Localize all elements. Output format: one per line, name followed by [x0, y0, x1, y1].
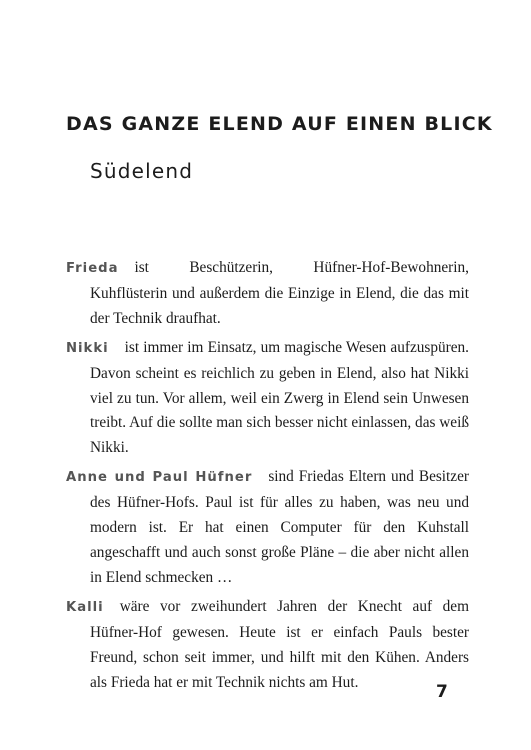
character-name: Nikki	[66, 340, 109, 356]
character-entry-frieda	[66, 256, 469, 332]
character-description: sind Friedas Eltern und Besitzer des Hüfner-Hofs. Paul ist für alles zu haben, was neu und modern ist. Er hat einen Computer für den Kuhstall angeschafft und auch sonst große Pläne – die aber nicht allen in Elend schmecken …	[90, 468, 469, 586]
character-description: wäre vor zweihundert Jahren der Knecht auf dem Hüfner-Hof gewesen. Heute ist er einfach Pauls bester Freund, schon seit immer, und hilft mit den Kühen. Anders als Frieda hat er mit Technik nichts am Hut.	[90, 597, 469, 691]
character-description: ist immer im Einsatz, um magische Wesen aufzuspüren. Davon scheint es reichlich zu geben in Elend, also hat Nikki viel zu tun. Vor allem, weil ein Zwerg in Elend sein Unwesen treibt. Auf die sollte man sich besser nicht einlassen, das weiß Nikki.	[90, 338, 469, 457]
character-description: ist Beschützerin, Hüfner-Hof-Bewohnerin, Kuhflüsterin und außerdem die Einzige in Elend, die das mit der Technik draufhat.	[90, 259, 469, 327]
character-entry-nikki	[66, 336, 469, 462]
page-number: 7	[436, 682, 448, 702]
character-list	[66, 256, 469, 699]
section-subheading: Südelend	[90, 159, 194, 183]
character-entry-huefner	[66, 465, 469, 591]
character-name: Kalli	[66, 599, 104, 615]
character-entry-kalli	[66, 595, 469, 696]
character-name: Anne und Paul Hüfner	[66, 470, 253, 486]
chapter-heading: DAS GANZE ELEND AUF EINEN BLICK	[66, 113, 493, 135]
character-name: Frieda	[66, 261, 119, 276]
